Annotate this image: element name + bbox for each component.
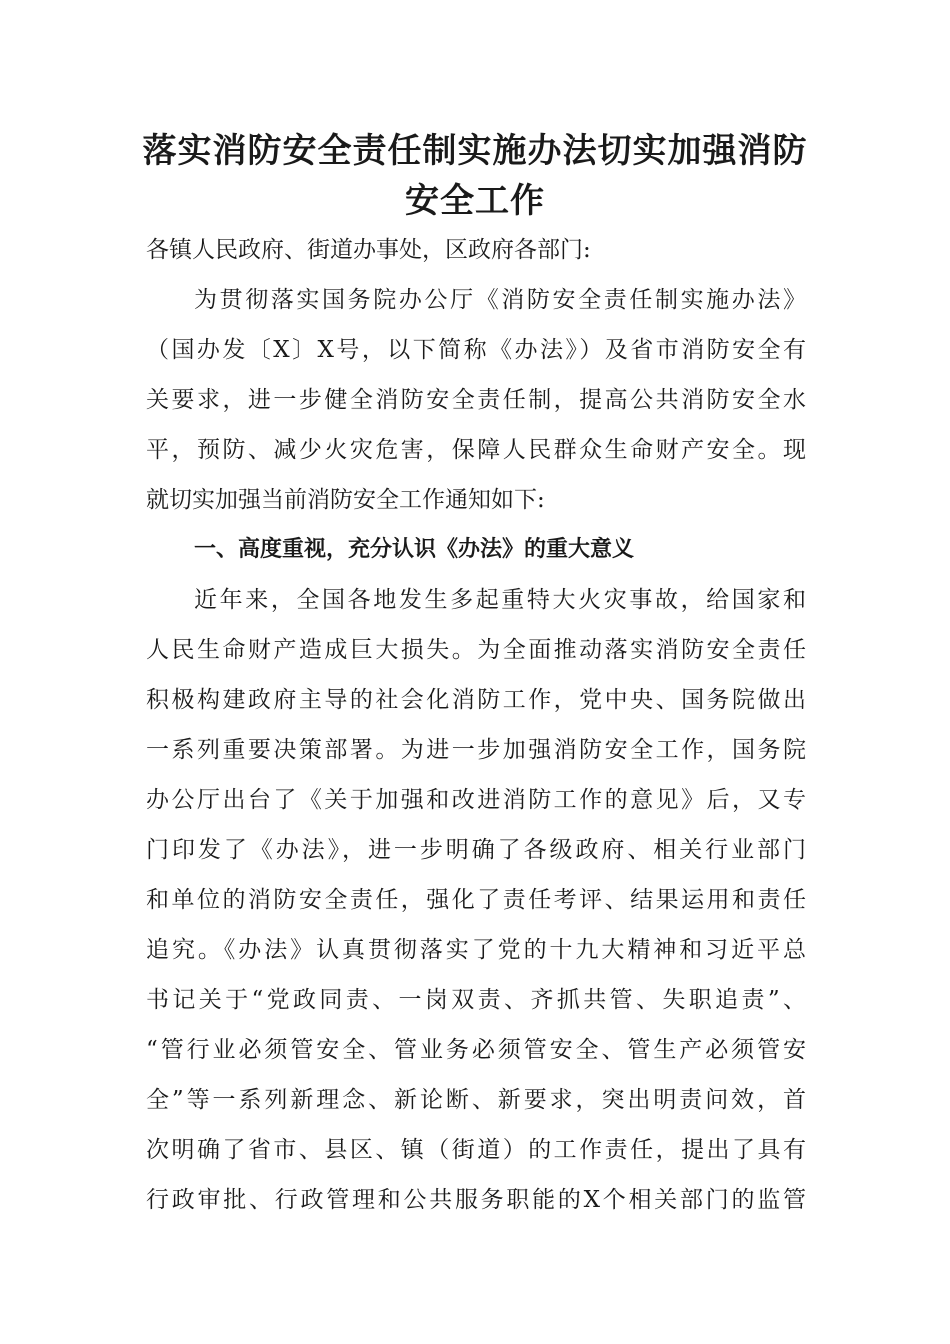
- section1-line-12: 次明确了省市、县区、镇（街道）的工作责任，提出了具有: [146, 1137, 806, 1163]
- section1-line-5: 办公厅出台了《关于加强和改进消防工作的意见》后，又专: [146, 787, 806, 813]
- salutation: 各镇人民政府、街道办事处，区政府各部门:: [146, 237, 591, 263]
- section1-line-6: 门印发了《办法》，进一步明确了各级政府、相关行业部门: [146, 837, 806, 863]
- section1-line-11: 全”等一系列新理念、新论断、新要求，突出明责问效，首: [146, 1087, 806, 1113]
- document-title-line-2: 安全工作: [405, 181, 545, 221]
- section-heading-1: 一、高度重视，充分认识《办法》的重大意义: [194, 537, 635, 562]
- section1-line-3: 积极构建政府主导的社会化消防工作，党中央、国务院做出: [146, 687, 806, 713]
- intro-line-1: 为贯彻落实国务院办公厅《消防安全责任制实施办法》: [194, 287, 806, 313]
- intro-line-3: 关要求，进一步健全消防安全责任制，提高公共消防安全水: [146, 387, 806, 413]
- intro-line-5: 就切实加强当前消防安全工作通知如下:: [146, 487, 545, 513]
- section1-line-9: 书记关于“党政同责、一岗双责、齐抓共管、失职追责”、: [146, 987, 806, 1013]
- section1-line-7: 和单位的消防安全责任，强化了责任考评、结果运用和责任: [146, 887, 806, 913]
- intro-line-2: （国办发〔X〕X号，以下简称《办法》）及省市消防安全有: [146, 337, 806, 363]
- section1-line-4: 一系列重要决策部署。为进一步加强消防安全工作，国务院: [146, 737, 806, 763]
- intro-line-4: 平，预防、减少火灾危害，保障人民群众生命财产安全。现: [146, 437, 806, 463]
- section1-line-10: “管行业必须管安全、管业务必须管安全、管生产必须管安: [146, 1037, 806, 1063]
- section1-line-2: 人民生命财产造成巨大损失。为全面推动落实消防安全责任: [146, 637, 806, 663]
- section1-line-8: 追究。《办法》认真贯彻落实了党的十九大精神和习近平总: [146, 937, 806, 963]
- section1-line-13: 行政审批、行政管理和公共服务职能的X个相关部门的监管: [146, 1187, 806, 1213]
- section1-line-1: 近年来，全国各地发生多起重特大火灾事故，给国家和: [194, 587, 806, 613]
- document-title-line-1: 落实消防安全责任制实施办法切实加强消防: [142, 131, 808, 171]
